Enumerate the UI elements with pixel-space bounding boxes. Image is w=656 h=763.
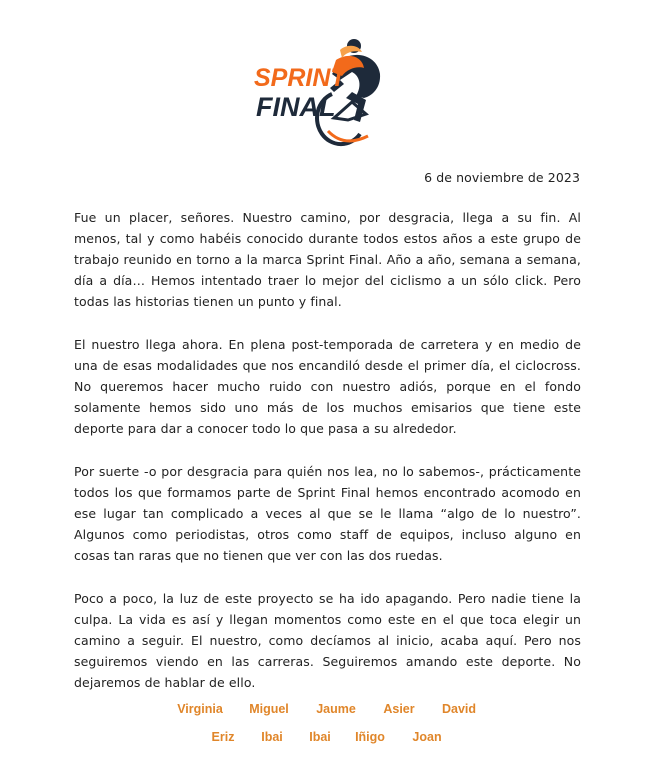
signature-name: Miguel	[249, 702, 289, 716]
signature-name: Eriz	[211, 730, 235, 744]
logo-text-line1: SPRINT	[254, 64, 346, 92]
paragraph-4: Poco a poco, la luz de este proyecto se ha ido apagando. Pero nadie tiene la culpa. La vida es así y llegan momentos como este en el que toca elegir un camino a seguir. El nuestro, como decíamos al inicio, acaba aquí. Pero nos seguiremos viendo en las carreras. Seguiremos amando este deporte. No dejaremos de hablar de ello.	[74, 591, 581, 690]
paragraph-2: El nuestro llega ahora. En plena post-temporada de carretera y en medio de una de esas modalidades que nos encandiló desde el primer día, el ciclocross. No queremos hacer mucho ruido con nuestro adiós, porque en el fondo solamente hemos sido uno más de los muchos emisarios que tiene este deporte para dar a conocer todo lo que pasa a su alrededor.	[74, 337, 581, 436]
signature-name: Joan	[412, 730, 442, 744]
signature-name: Virginia	[177, 702, 223, 716]
cyclist-icon	[248, 36, 388, 148]
letter-body	[74, 207, 581, 715]
speed-swoosh	[328, 131, 368, 141]
paragraph-1: Fue un placer, señores. Nuestro camino, por desgracia, llega a su fin. Al menos, tal y como habéis conocido durante todos estos años a este grupo de trabajo reunido en torno a la marca Sprint Final. Año a año, semana a semana, día a día… Hemos intentado traer lo mejor del ciclismo a un sólo click. Pero todas las historias tienen un punto y final.	[74, 210, 581, 309]
paragraph-3: Por suerte -o por desgracia para quién nos lea, no lo sabemos-, prácticamente todos los que formamos parte de Sprint Final hemos encontrado acomodo en ese lugar tan complicado a veces al que se le llama “algo de lo nuestro”. Algunos como periodistas, otros como staff de equipos, incluso alguno en cosas tan raras que no tienen que ver con las dos ruedas.	[74, 464, 581, 563]
signature-name: Asier	[383, 702, 415, 716]
logo-text-line2: FINAL	[256, 92, 336, 122]
signature-name: Ibai	[261, 730, 283, 744]
sprint-final-logo	[248, 36, 388, 148]
signature-name: Iñigo	[355, 730, 385, 744]
signature-name: Jaume	[316, 702, 356, 716]
letter-date: 6 de noviembre de 2023	[424, 170, 580, 185]
signature-name: David	[441, 702, 477, 716]
signature-row-1	[0, 700, 656, 720]
signature-row-2	[0, 728, 656, 748]
signature-name: Ibai	[309, 730, 331, 744]
